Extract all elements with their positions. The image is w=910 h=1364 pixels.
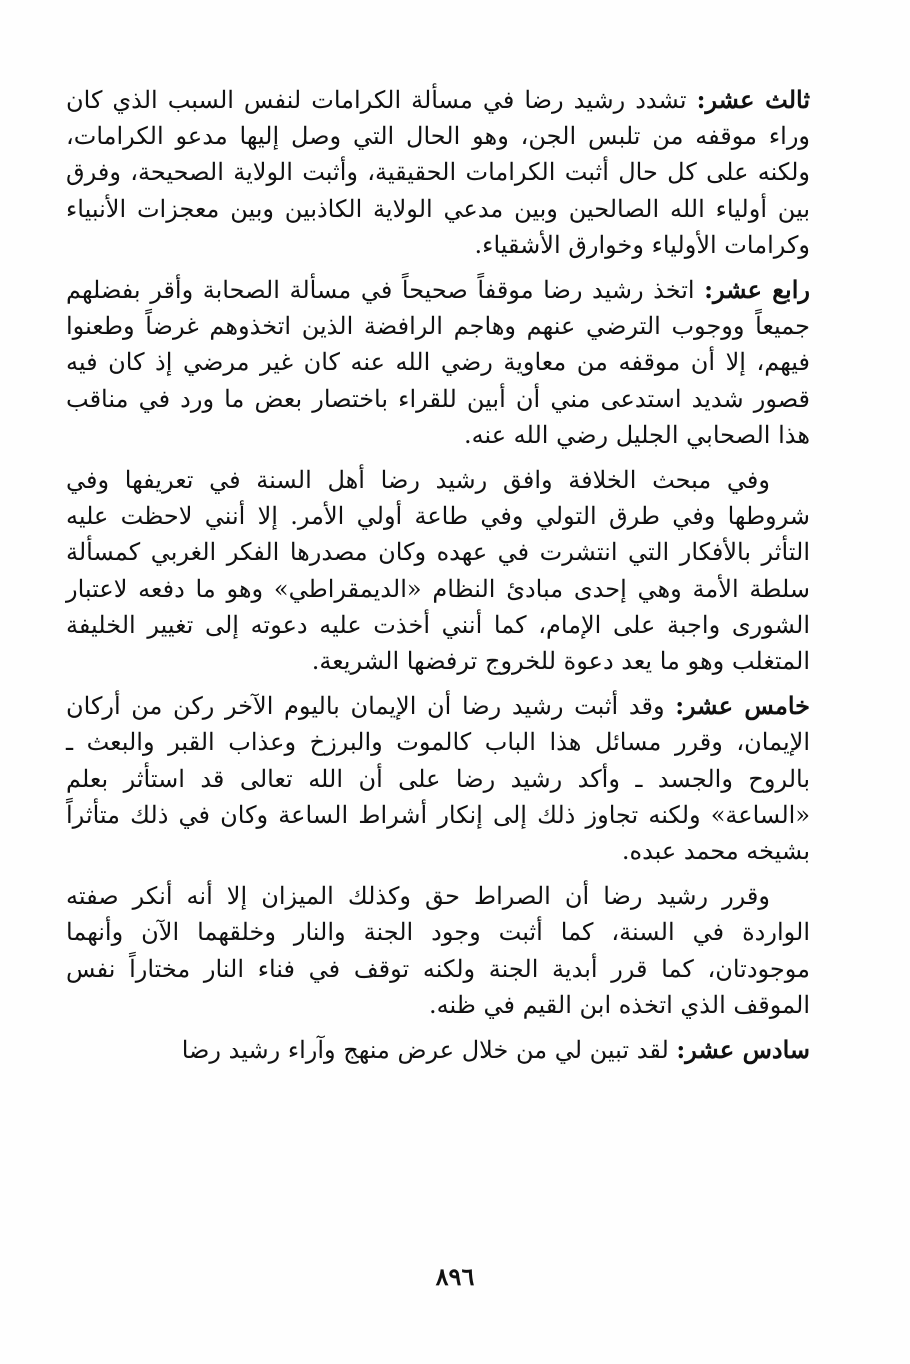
paragraph-text: وقرر رشيد رضا أن الصراط حق وكذلك الميزان إلا أنه أنكر صفته الواردة في السنة، كما أثبت وجود الجنة والنار وخلقهما الآن وأنهما موجودتان، كما قرر أبدية الجنة ولكنه توقف في فناء النار مختاراً نفس الموقف الذي اتخذه ابن القيم في ظنه. xyxy=(66,882,810,1019)
paragraph-text: وقد أثبت رشيد رضا أن الإيمان باليوم الآخر ركن من أركان الإيمان، وقرر مسائل هذا الباب كالموت والبرزخ وعذاب القبر والبعث ـ بالروح والجسد ـ وأكد رشيد رضا على أن الله تعالى قد استأثر بعلم «الساعة» ولكنه تجاوز ذلك إلى إنكار أشراط الساعة وكان في ذلك متأثراً بشيخه محمد عبده. xyxy=(66,692,810,866)
paragraph-lead: ثالث عشر: xyxy=(696,85,811,114)
paragraph-14 xyxy=(66,272,810,453)
paragraph-15 xyxy=(66,688,810,869)
paragraph-16 xyxy=(66,1032,810,1068)
paragraph-text: تشدد رشيد رضا في مسألة الكرامات لنفس السبب الذي كان وراء موقفه من تلبس الجن، وهو الحال التي وصل إليها مدعو الكرامات، ولكنه على كل حال أثبت الكرامات الحقيقية، وأثبت الولاية الصحيحة، وفرق بين أولياء الله الصالحين وبين مدعي الولاية الكاذبين وبين معجزات الأنبياء وكرامات الأولياء وخوارق الأشقياء. xyxy=(66,86,811,259)
page-number: ٨٩٦ xyxy=(435,1262,475,1291)
paragraph-lead: خامس عشر: xyxy=(675,691,810,721)
paragraph-text: وفي مبحث الخلافة وافق رشيد رضا أهل السنة في تعريفها وفي شروطها وفي طرق التولي وفي طاعة أولي الأمر. إلا أنني لاحظت عليه التأثر بالأفكار التي انتشرت في عهده وكان مصدرها الفكر الغربي كمسألة سلطة الأمة وهي إحدى مبادئ النظام «الديمقراطي» وهو ما دفعه لاعتبار الشورى واجبة على الإمام، كما أنني أخذت عليه دعوته إلى تغيير الخليفة المتغلب وهو ما يعد دعوة للخروج ترفضها الشريعة. xyxy=(66,466,811,676)
paragraph-lead: رابع عشر: xyxy=(704,275,810,305)
paragraph-sirat xyxy=(66,878,810,1023)
paragraph-13 xyxy=(66,82,810,263)
paragraph-lead: سادس عشر: xyxy=(676,1035,810,1065)
paragraph-text: لقد تبين لي من خلال عرض منهج وآراء رشيد رضا xyxy=(181,1036,677,1065)
page-body xyxy=(66,82,810,1077)
paragraph-text: اتخذ رشيد رضا موقفاً صحيحاً في مسألة الصحابة وأقر بفضلهم جميعاً ووجوب الترضي عنهم وهاجم الرافضة الذين اتخذوهم غرضاً وطعنوا فيهم، إلا أن موقفه من معاوية رضي الله عنه كان غير مرضي إذ كان فيه قصور شديد استدعى مني أن أبين للقراء باختصار بعض ما ورد في مناقب هذا الصحابي الجليل رضي الله عنه. xyxy=(66,276,810,449)
paragraph-caliphate xyxy=(66,462,810,679)
